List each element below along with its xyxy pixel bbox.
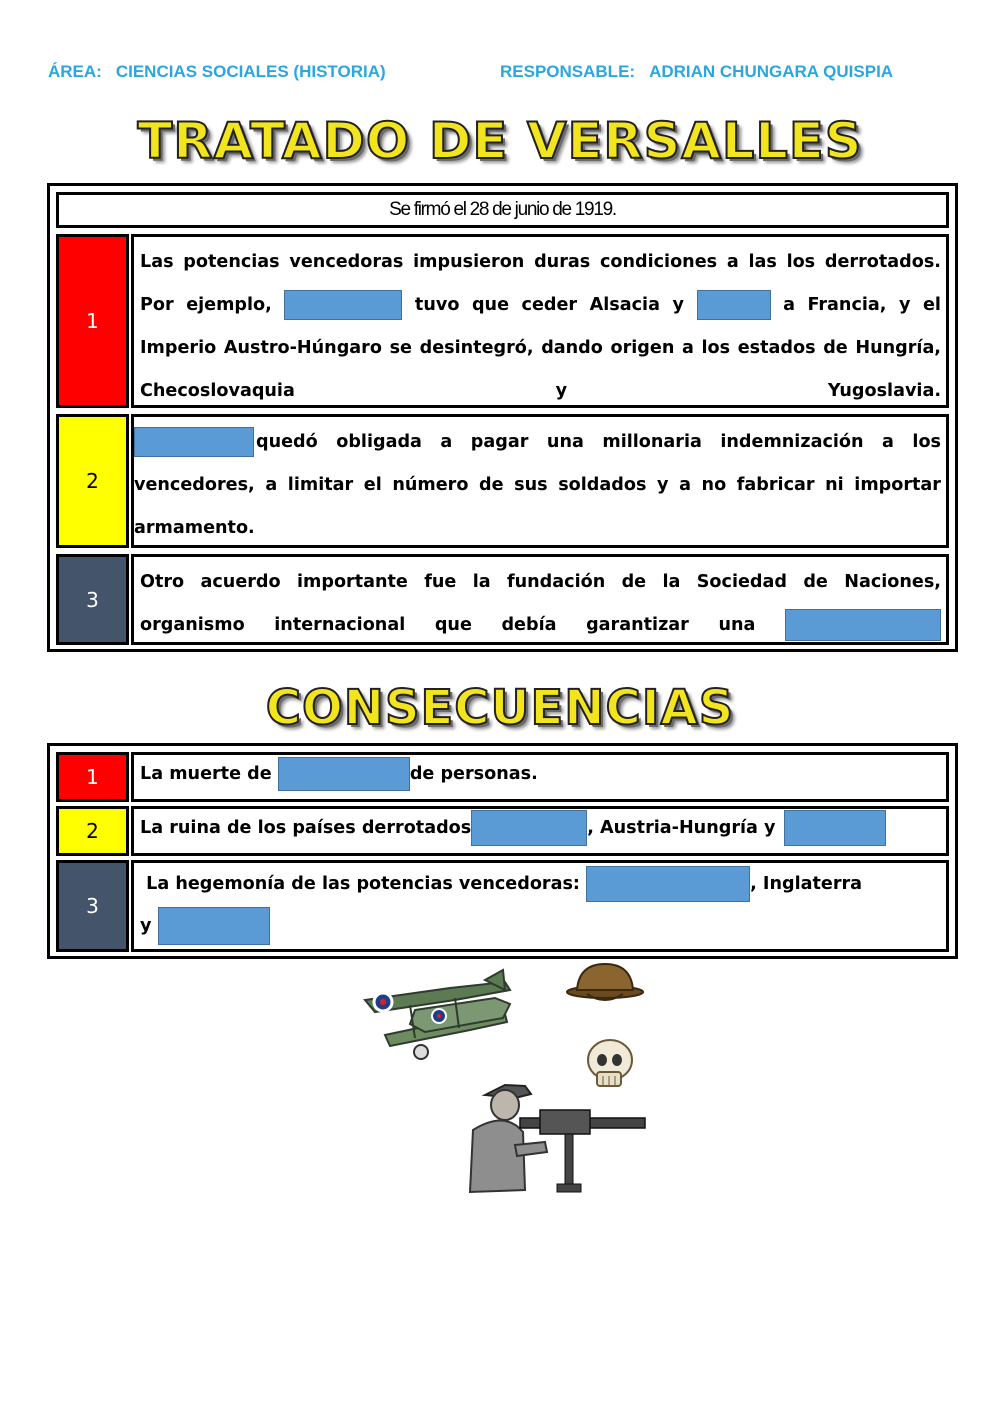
consecuencias-table [47, 743, 958, 959]
consecuencia-row-3-text-a: La hegemonía de las potencias vencedoras: [146, 874, 580, 894]
area-label: ÁREA: [48, 62, 102, 81]
tratado-table [47, 183, 958, 652]
responsable-label: RESPONSABLE: [500, 62, 636, 81]
skull-illustration [588, 1040, 632, 1086]
consecuencia-row-2-text-b: , Austria-Hungría y [587, 818, 776, 838]
tratado-row-3-text [131, 554, 949, 645]
consecuencias-title: CONSECUENCIAS [265, 680, 735, 736]
consecuencia-row-1-text-a: La muerte de [140, 764, 272, 784]
answer-blank[interactable] [278, 757, 410, 791]
area-header [48, 62, 386, 82]
consecuencia-row-2-text-a: La ruina de los países derrotados [140, 818, 472, 838]
tratado-row-1-text-b: tuvo que ceder Alsacia y [414, 295, 684, 315]
consecuencia-row-3-number: 3 [56, 860, 129, 952]
tratado-row-2-text [131, 414, 949, 548]
tratado-row-2-text-a: quedó obligada a pagar una millonaria indemnización a los vencedores, a limitar el número de sus soldados y a no fabricar ni importar armamento. [134, 432, 941, 538]
consecuencia-row-2-number: 2 [56, 806, 129, 856]
tratado-subtitle: Se firmó el 28 de junio de 1919. [56, 192, 949, 228]
area-value: CIENCIAS SOCIALES (HISTORIA) [115, 62, 386, 81]
consecuencia-row-1-text [131, 752, 949, 802]
war-illustrations [355, 960, 655, 1200]
answer-blank[interactable] [158, 907, 270, 945]
helmet-illustration [567, 964, 643, 1000]
tratado-row-1-text [131, 234, 949, 408]
tratado-title: TRATADO DE VERSALLES [137, 112, 863, 170]
responsable-value: ADRIAN CHUNGARA QUISPIA [649, 62, 894, 81]
tratado-row-1-text-c: a Francia, y el Imperio Austro-Húngaro se desintegró, dando origen a los estados de Hungría, Checoslovaquia y Yugoslavia. [140, 295, 941, 401]
answer-blank[interactable] [134, 427, 254, 457]
tratado-row-3-number: 3 [56, 554, 129, 645]
answer-blank[interactable] [471, 810, 587, 846]
answer-blank[interactable] [697, 290, 771, 320]
answer-blank[interactable] [284, 290, 402, 320]
answer-blank[interactable] [784, 810, 886, 846]
tratado-row-1-number: 1 [56, 234, 129, 408]
consecuencia-row-3-text [131, 860, 949, 952]
consecuencia-row-1-number: 1 [56, 752, 129, 802]
consecuencia-row-3-text-b: , Inglaterra [750, 874, 863, 894]
tratado-row-1-text-a: Las potencias vencedoras impusieron duras condiciones a las los derrotados. Por ejemplo, [140, 252, 941, 315]
consecuencia-row-1-text-b: de personas. [409, 764, 538, 784]
biplane-illustration [365, 970, 510, 1059]
responsable-header [500, 62, 893, 82]
answer-blank[interactable] [586, 866, 750, 902]
machine-gunner-illustration [470, 1085, 645, 1192]
consecuencia-row-2-text [131, 806, 949, 856]
tratado-row-2-number: 2 [56, 414, 129, 548]
tratado-row-3-text-a: Otro acuerdo importante fue la fundación de la Sociedad de Naciones, organismo internacional que debía garantizar una [140, 572, 941, 635]
answer-blank[interactable] [785, 609, 941, 641]
consecuencia-row-3-text-c: y [140, 916, 152, 936]
